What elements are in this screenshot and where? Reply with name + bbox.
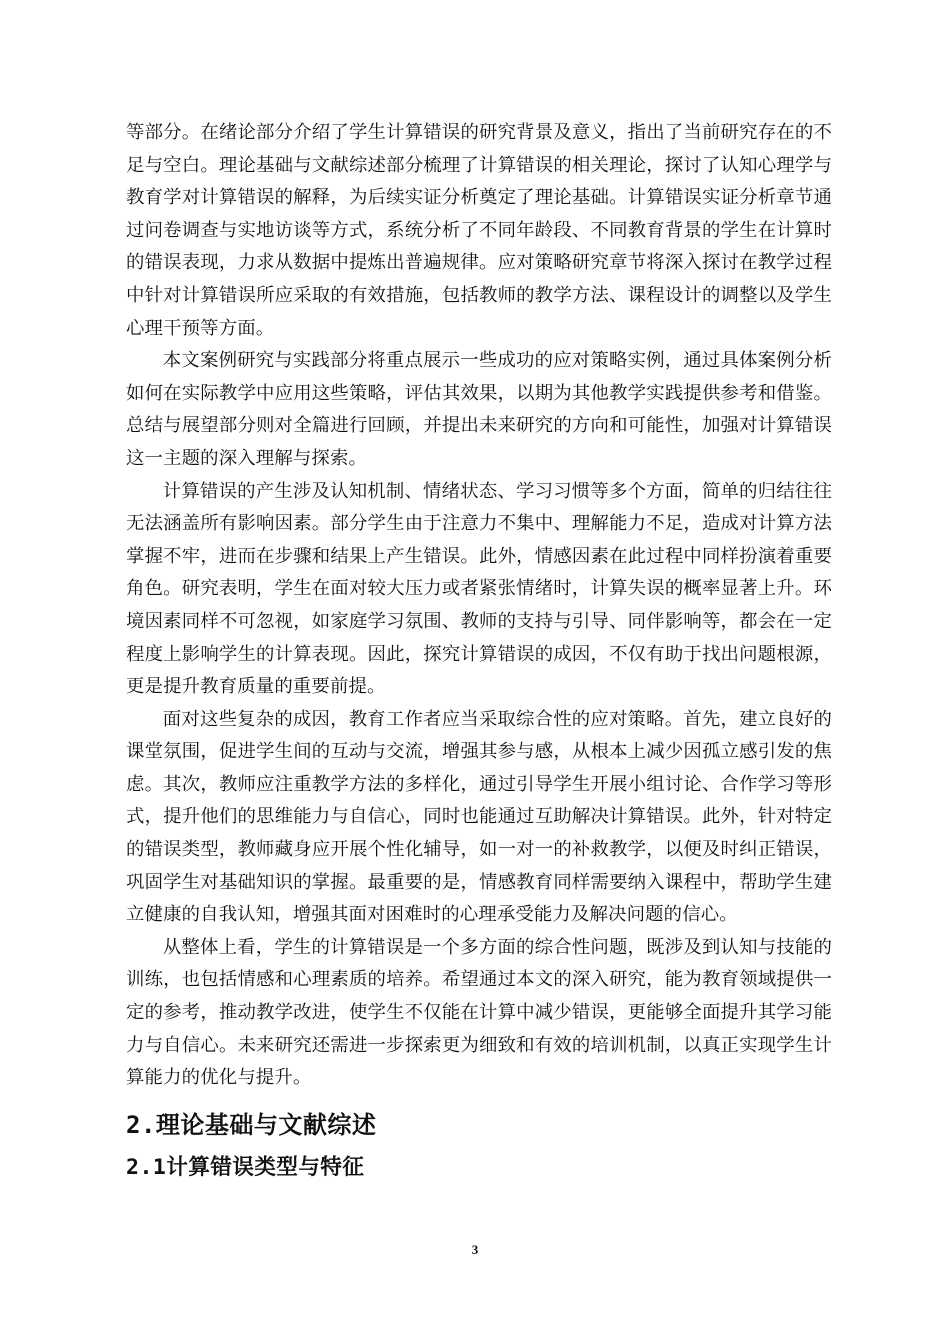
page-body [126,117,832,1187]
subsection-heading: 2.1计算错误类型与特征 [126,1154,365,1180]
body-paragraph: 本文案例研究与实践部分将重点展示一些成功的应对策略实例，通过具体案例分析如何在实际教学中应用这些策略，评估其效果，以期为其他教学实践提供参考和借鉴。总结与展望部分则对全篇进行回顾，并提出未来研究的方向和可能性，加强对计算错误这一主题的深入理解与探索。 [126,350,832,469]
section-heading: 2.理论基础与文献综述 [126,1110,377,1139]
body-paragraph: 面对这些复杂的成因，教育工作者应当采取综合性的应对策略。首先，建立良好的课堂氛围，促进学生间的互动与交流，增强其参与感，从根本上减少因孤立感引发的焦虑。其次，教师应注重教学方法的多样化，通过引导学生开展小组讨论、合作学习等形式，提升他们的思维能力与自信心，同时也能通过互助解决计算错误。此外，针对特定的错误类型，教师藏身应开展个性化辅导，如一对一的补救教学，以便及时纠正错误，巩固学生对基础知识的掌握。最重要的是，情感教育同样需要纳入课程中，帮助学生建立健康的自我认知，增强其面对困难时的心理承受能力及解决问题的信心。 [126,708,832,926]
body-paragraph: 从整体上看，学生的计算错误是一个多方面的综合性问题，既涉及到认知与技能的训练，也包括情感和心理素质的培养。希望通过本文的深入研究，能为教育领域提供一定的参考，推动教学改进，使学生不仅能在计算中减少错误，更能够全面提升其学习能力与自信心。未来研究还需进一步探索更为细致和有效的培训机制，以真正实现学生计算能力的优化与提升。 [126,936,832,1089]
body-paragraph-continued: 等部分。在绪论部分介绍了学生计算错误的研究背景及意义，指出了当前研究存在的不足与空白。理论基础与文献综述部分梳理了计算错误的相关理论，探讨了认知心理学与教育学对计算错误的解释，为后续实证分析奠定了理论基础。计算错误实证分析章节通过问卷调查与实地访谈等方式，系统分析了不同年龄段、不同教育背景的学生在计算时的错误表现，力求从数据中提炼出普遍规律。应对策略研究章节将深入探讨在教学过程中针对计算错误所应采取的有效措施，包括教师的教学方法、课程设计的调整以及学生心理干预等方面。 [126,122,832,339]
body-paragraph: 计算错误的产生涉及认知机制、情绪状态、学习习惯等多个方面，简单的归结往往无法涵盖所有影响因素。部分学生由于注意力不集中、理解能力不足，造成对计算方法掌握不牢，进而在步骤和结果上产生错误。此外，情感因素在此过程中同样扮演着重要角色。研究表明，学生在面对较大压力或者紧张情绪时，计算失误的概率显著上升。环境因素同样不可忽视，如家庭学习氛围、教师的支持与引导、同伴影响等，都会在一定程度上影响学生的计算表现。因此，探究计算错误的成因，不仅有助于找出问题根源，更是提升教育质量的重要前提。 [126,480,832,698]
page-number: 3 [471,1242,479,1257]
